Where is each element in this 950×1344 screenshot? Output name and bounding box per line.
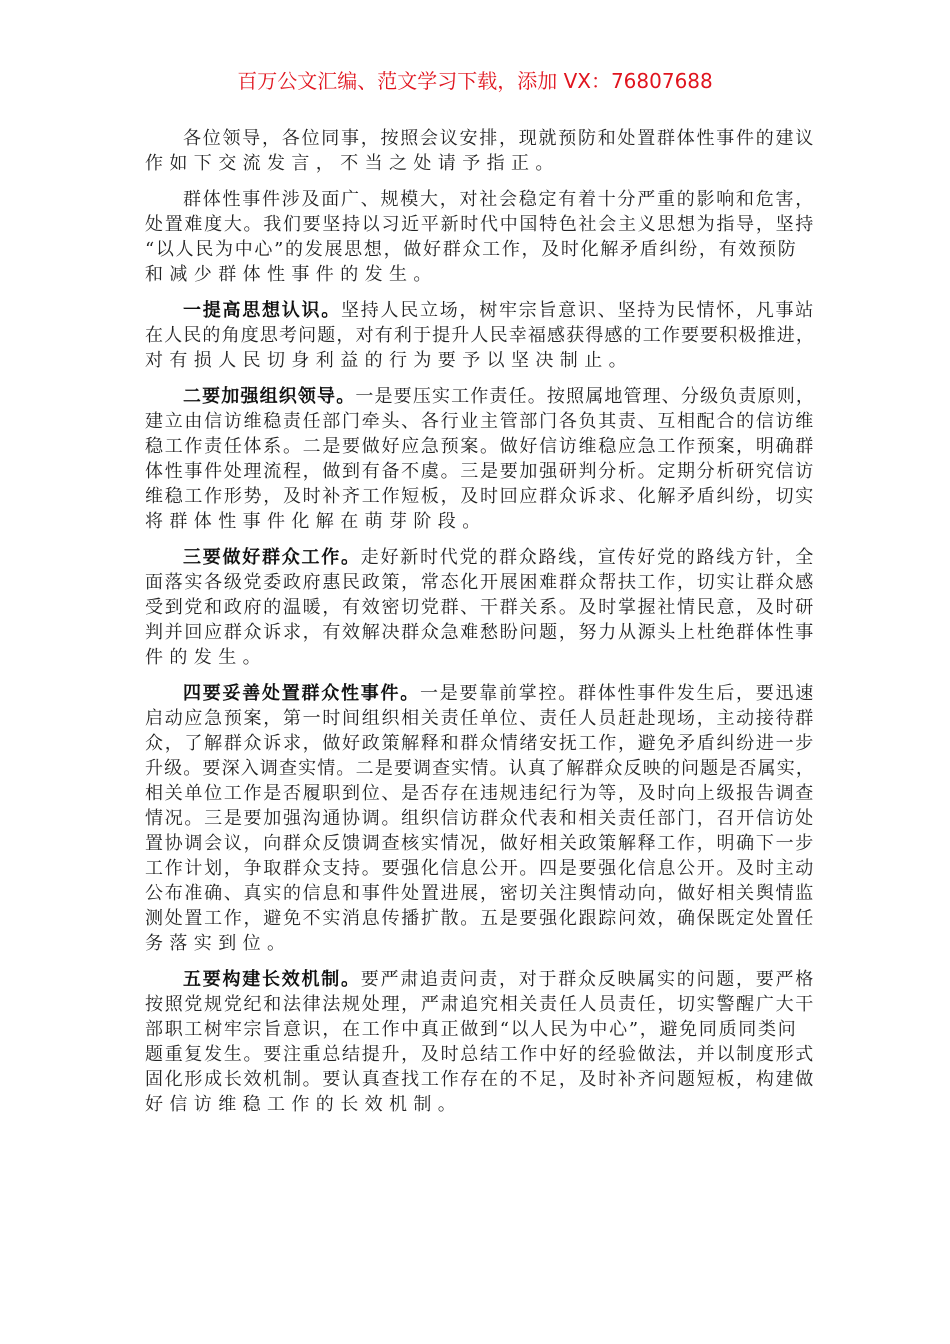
line-text: 好信访维稳工作的长效机制。 [145,1094,463,1115]
paragraph [145,298,815,373]
text-line [145,348,815,373]
line-text: 公布准确、真实的信息和事件处置进展，密切关注舆情动向，做好相关舆情监 [145,883,815,904]
text-line [145,298,815,323]
line-text: 走好新时代党的群众路线，宣传好党的路线方针，全 [360,547,815,568]
text-line [145,570,815,595]
line-text: 建立由信访维稳责任部门牵头、各行业主管部门各负其责、互相配合的信访维 [145,411,815,432]
line-text: 面落实各级党委政府惠民政策，常态化开展困难群众帮扶工作，切实让群众感 [145,572,815,593]
text-line [145,187,815,212]
text-line [145,1017,815,1042]
line-text: 情况。三是要加强沟通协调。组织信访群众代表和相关责任部门，召开信访处 [145,808,815,829]
download-banner: 百万公文汇编、范文学习下载，添加 VX：76807688 [237,69,713,93]
text-line [145,706,815,731]
line-text: 一是要压实工作责任。按照属地管理、分级负责原则， [355,386,816,407]
line-text: 在人民的角度思考问题，对有利于提升人民幸福感获得感的工作要要积极推进， [145,325,815,346]
text-line [145,620,815,645]
line-text: 务落实到位。 [145,933,292,954]
text-line [145,831,815,856]
text-line [145,856,815,881]
line-text: 各位领导，各位同事，按照会议安排，现就预防和处置群体性事件的建议 [183,128,815,149]
text-line [145,1042,815,1067]
section-heading: 一提高思想认识。 [183,300,341,321]
text-line [145,384,815,409]
line-text: 升级。要深入调查实情。二是要调查实情。认真了解群众反映的问题是否属实， [145,758,815,779]
paragraph [145,187,815,287]
paragraph [145,126,815,176]
text-line [145,151,815,176]
line-text: “以人民为中心”的发展思想，做好群众工作，及时化解矛盾纠纷，有效预防 [145,239,798,260]
line-text: 要严肃追责问责，对于群众反映属实的问题，要严格 [360,969,815,990]
line-text: 和减少群体性事件的发生。 [145,264,438,285]
text-line [145,806,815,831]
line-text: 题重复发生。要注重总结提升，及时总结工作中好的经验做法，并以制度形式 [145,1044,815,1065]
line-text: 众，了解群众诉求，做好政策解释和群众情绪安抚工作，避免矛盾纠纷进一步 [145,733,815,754]
text-line [145,756,815,781]
line-text: 处置难度大。我们要坚持以习近平新时代中国特色社会主义思想为指导，坚持 [145,214,815,235]
paragraph [145,545,815,670]
section-heading: 二要加强组织领导。 [183,386,356,407]
text-line [145,409,815,434]
line-text: 部职工树牢宗旨意识，在工作中真正做到“以人民为中心”，避免同质同类问 [145,1019,798,1040]
text-line [145,595,815,620]
line-text: 群体性事件涉及面广、规模大，对社会稳定有着十分严重的影响和危害， [183,189,815,210]
text-line [145,212,815,237]
text-line [145,237,815,262]
line-text: 相关单位工作是否履职到位、是否存在违规违纪行为等，及时向上级报告调查 [145,783,815,804]
line-text: 作如下交流发言，不当之处请予指正。 [145,153,560,174]
text-line [145,509,815,534]
line-text: 测处置工作，避免不实消息传播扩散。五是要强化跟踪问效，确保既定处置任 [145,908,815,929]
text-line [145,545,815,570]
text-line [145,681,815,706]
section-heading: 五要构建长效机制。 [183,969,361,990]
line-text: 判并回应群众诉求，有效解决群众急难愁盼问题，努力从源头上杜绝群体性事 [145,622,815,643]
text-line [145,262,815,287]
text-line [145,967,815,992]
line-text: 体性事件处理流程，做到有备不虞。三是要加强研判分析。定期分析研究信访 [145,461,815,482]
line-text: 受到党和政府的温暖，有效密切党群、干群关系。及时掌握社情民意，及时研 [145,597,815,618]
line-text: 将群体性事件化解在萌芽阶段。 [145,511,487,532]
line-text: 稳工作责任体系。二是要做好应急预案。做好信访维稳应急工作预案，明确群 [145,436,815,457]
line-text: 维稳工作形势，及时补齐工作短板，及时回应群众诉求、化解矛盾纠纷，切实 [145,486,815,507]
text-line [145,931,815,956]
text-line [145,645,815,670]
line-text: 启动应急预案，第一时间组织相关责任单位、责任人员赶赴现场，主动接待群 [145,708,815,729]
paragraph [145,967,815,1117]
text-line [145,906,815,931]
text-line [145,731,815,756]
paragraph [145,384,815,534]
text-line [145,1092,815,1117]
text-line [145,323,815,348]
line-text: 坚持人民立场，树牢宗旨意识、坚持为民情怀，凡事站 [341,300,815,321]
line-text: 置协调会议，向群众反馈调查核实情况，做好相关政策解释工作，明确下一步 [145,833,815,854]
line-text: 固化形成长效机制。要认真查找工作存在的不足，及时补齐问题短板，构建做 [145,1069,815,1090]
text-line [145,1067,815,1092]
text-line [145,781,815,806]
text-line [145,434,815,459]
line-text: 件的发生。 [145,647,267,668]
text-line [145,992,815,1017]
paragraph [145,681,815,956]
section-heading: 四要妥善处置群众性事件。 [183,683,420,704]
section-heading: 三要做好群众工作。 [183,547,361,568]
text-line [145,459,815,484]
document-body [145,126,815,1128]
line-text: 按照党规党纪和法律法规处理，严肃追究相关责任人员责任，切实警醒广大干 [145,994,815,1015]
line-text: 对有损人民切身利益的行为要予以坚决制止。 [145,350,633,371]
text-line [145,484,815,509]
line-text: 工作计划，争取群众支持。要强化信息公开。四是要强化信息公开。及时主动 [145,858,815,879]
text-line [145,881,815,906]
text-line [145,126,815,151]
line-text: 一是要靠前掌控。群体性事件发生后，要迅速 [420,683,815,704]
